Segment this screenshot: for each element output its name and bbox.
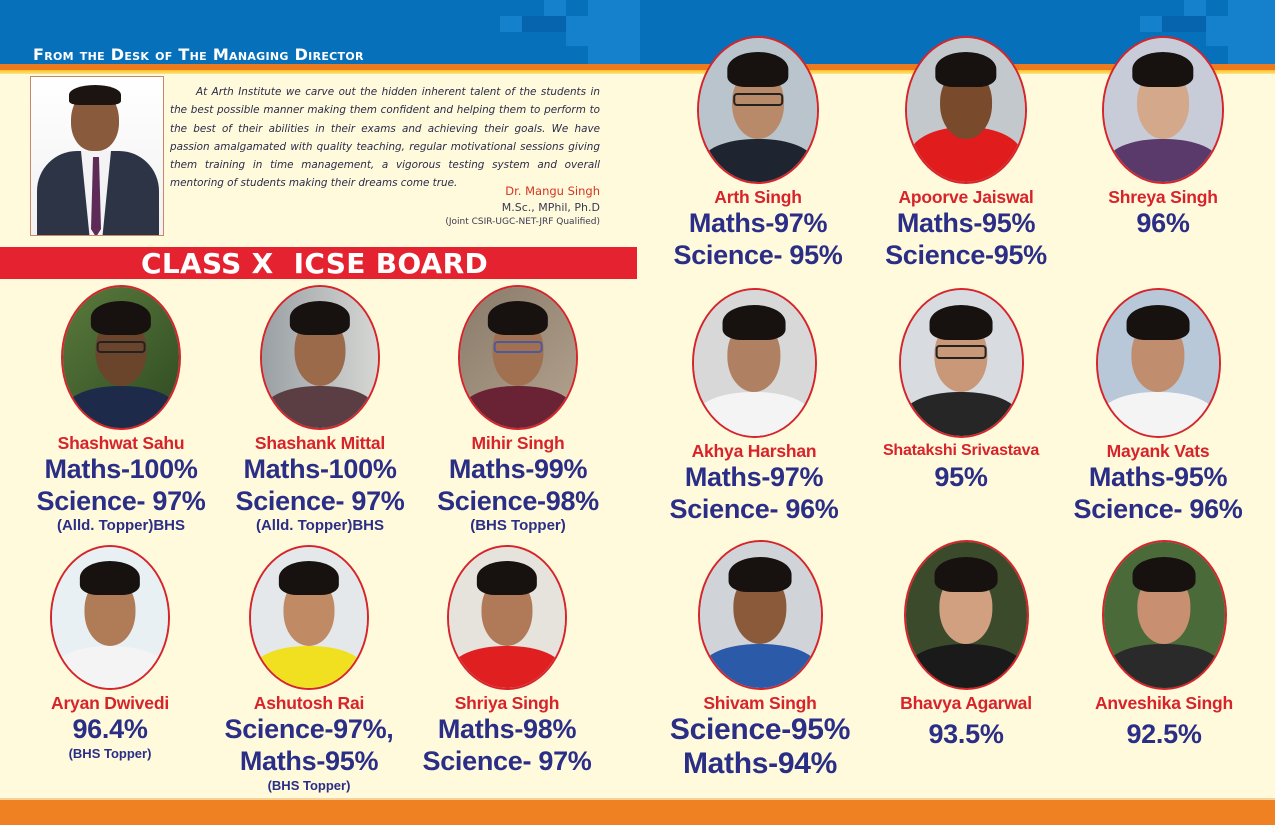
- student-note: (BHS Topper): [68, 746, 152, 761]
- student-name: Shreya Singh: [1108, 187, 1218, 207]
- student-photo: [61, 285, 181, 430]
- student-score: Science- 97%: [36, 486, 206, 516]
- student-score: Science-98%: [437, 486, 599, 516]
- student-score: Maths-95%: [239, 746, 379, 776]
- student-card: [654, 288, 854, 525]
- student-card: [10, 545, 210, 763]
- director-degrees: M.Sc., MPhil, Ph.D: [501, 201, 600, 214]
- student-photo: [692, 288, 817, 438]
- student-name: Anveshika Singh: [1094, 693, 1233, 713]
- student-score: Maths-95%: [1088, 462, 1228, 492]
- student-card: [861, 288, 1061, 493]
- student-score: Science- 96%: [669, 494, 839, 524]
- student-card: [1064, 540, 1264, 750]
- student-score: Science- 95%: [673, 240, 843, 270]
- student-card: [220, 285, 420, 535]
- student-score: Maths-95%: [896, 208, 1036, 238]
- director-message: At Arth Institute we carve out the hidden inherent talent of the students in the best possible manner making them confident and helping them to perform to the best of their abilities in their exams and achieving their goals. We have passion amalgamated with quality teaching, regular motivational sessions giving them training in time management, a vigorous testing system and overall mentoring of students making their dreams come true.: [170, 86, 600, 190]
- student-card: [209, 545, 409, 795]
- student-photo: [904, 540, 1029, 690]
- student-score: Science- 97%: [422, 746, 592, 776]
- student-score: Science- 97%: [235, 486, 405, 516]
- student-photo: [458, 285, 578, 430]
- student-score: Science-95%: [669, 713, 851, 746]
- student-score: Science- 96%: [1073, 494, 1243, 524]
- student-name: Akhya Harshan: [691, 441, 817, 461]
- student-photo: [1102, 540, 1227, 690]
- student-photo: [1096, 288, 1221, 438]
- student-score: 96.4%: [72, 714, 148, 744]
- student-score: 96%: [1136, 208, 1190, 238]
- student-score: Science-97%,: [224, 714, 394, 744]
- student-score: Maths-97%: [688, 208, 828, 238]
- student-card: [660, 540, 860, 781]
- student-note: (BHS Topper): [267, 778, 351, 793]
- student-name: Shatakshi Srivastava: [882, 442, 1040, 459]
- student-photo: [447, 545, 567, 690]
- student-card: [1063, 36, 1263, 239]
- student-photo: [697, 36, 819, 184]
- student-score: 92.5%: [1126, 719, 1202, 749]
- student-score: Maths-99%: [448, 454, 588, 484]
- director-qualification: (Joint CSIR-UGC-NET-JRF Qualified): [445, 217, 600, 227]
- student-card: [1058, 288, 1258, 525]
- student-name: Arth Singh: [714, 187, 802, 207]
- student-note: (Alld. Topper)BHS: [56, 517, 186, 534]
- student-score: Maths-100%: [243, 454, 397, 484]
- student-name: Mihir Singh: [471, 433, 565, 453]
- student-card: [866, 36, 1066, 271]
- director-signature: [445, 183, 600, 229]
- student-photo: [899, 288, 1024, 438]
- student-photo: [249, 545, 369, 690]
- student-photo: [1102, 36, 1224, 184]
- director-name: Dr. Mangu Singh: [505, 184, 600, 198]
- student-photo: [260, 285, 380, 430]
- desk-title: From the Desk of The Managing Director: [33, 45, 364, 64]
- student-note: (Alld. Topper)BHS: [255, 517, 385, 534]
- class-banner: CLASS X ICSE BOARD: [0, 247, 637, 279]
- student-card: [21, 285, 221, 535]
- student-name: Shriya Singh: [454, 693, 560, 713]
- student-photo: [698, 540, 823, 690]
- student-name: Mayank Vats: [1106, 441, 1210, 461]
- student-name: Aryan Dwivedi: [51, 693, 169, 713]
- student-card: [418, 285, 618, 535]
- student-name: Apoorve Jaiswal: [898, 187, 1034, 207]
- student-note: (BHS Topper): [470, 517, 566, 534]
- student-score: Maths-98%: [437, 714, 577, 744]
- student-score: Maths-97%: [684, 462, 824, 492]
- student-score: Maths-100%: [44, 454, 198, 484]
- student-name: Ashutosh Rai: [253, 693, 365, 713]
- student-card: [658, 36, 858, 271]
- student-photo: [905, 36, 1027, 184]
- decorative-squares-left: [500, 0, 640, 64]
- student-score: Science-95%: [885, 240, 1047, 270]
- student-score: Maths-94%: [682, 747, 837, 780]
- student-photo: [50, 545, 170, 690]
- student-name: Shashwat Sahu: [57, 433, 185, 453]
- student-name: Shivam Singh: [703, 693, 817, 713]
- footer-band: [0, 798, 1275, 825]
- director-photo: [30, 76, 164, 236]
- student-card: [866, 540, 1066, 750]
- student-score: 93.5%: [928, 719, 1004, 749]
- student-score: 95%: [934, 462, 988, 492]
- student-name: Shashank Mittal: [254, 433, 386, 453]
- student-name: Bhavya Agarwal: [900, 693, 1032, 713]
- student-card: [407, 545, 607, 777]
